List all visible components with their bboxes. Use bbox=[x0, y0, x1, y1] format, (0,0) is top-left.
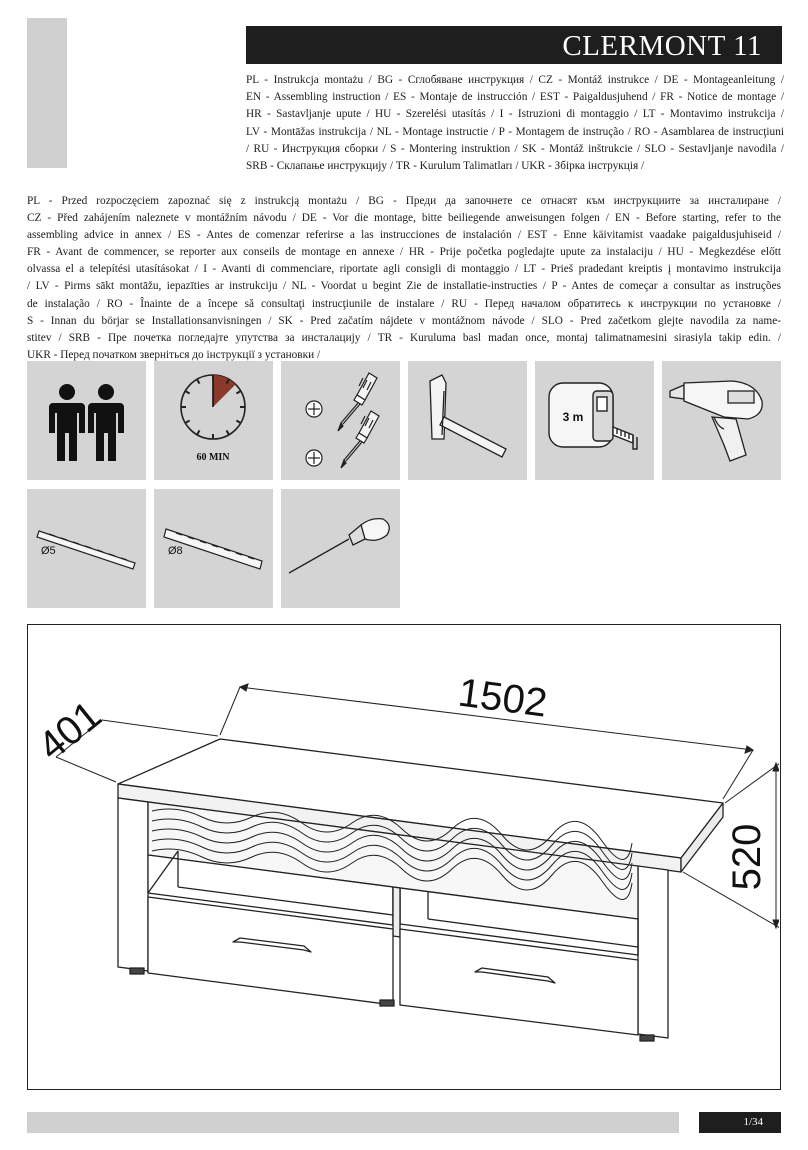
instruction-line: / RU - Инструкция сборки / S - Montering instruktion / SK - Montáž inštrukcie / SLO - Sestavljanje navodila / bbox=[246, 142, 784, 155]
power-drill-icon bbox=[662, 361, 781, 480]
awl-icon bbox=[281, 489, 400, 608]
footer-grey-bar bbox=[27, 1112, 679, 1133]
advice-line: olvassa el a telepítési utasításokat / I - Avanti di commenciare, riportate agli consigli di montaggio / LT - Prieš pradedant kreiptis į montavimo instrukcija bbox=[27, 263, 781, 276]
advice-line: / LV - Pirms sākt montāžu, iepazīties ar instrukciju / NL - Voordat u begint Zie de installatie-instructies / P - Antes de começar a consultar as instruções bbox=[27, 280, 781, 293]
hammer-tile bbox=[408, 361, 527, 480]
screwdrivers-tile bbox=[281, 361, 400, 480]
advice-line: stitev / SRB - Пре почетка погледајте упутства за инсталацију / TR - Kuruluma basl madan once, montaj talimatnamesini sirasiyla takip edin. / bbox=[27, 331, 781, 344]
tape-measure-icon bbox=[535, 361, 654, 480]
width-dimension: 1502 bbox=[455, 670, 550, 726]
page-number: 1/34 bbox=[699, 1112, 781, 1133]
depth-dimension: 401 bbox=[30, 692, 110, 769]
tape-label: 3 m bbox=[562, 410, 584, 424]
instruction-line: SRB - Склапање инструкцију / TR - Kurulum Talimatları / UKR - Збірка інструкція / bbox=[246, 160, 645, 173]
drill-bit-size-label: Ø5 bbox=[41, 545, 56, 557]
advice-line: CZ - Před zahájením naleznete v montážním návodu / DE - Vor die montage, bitte beiliegende anweisungen folgen / EN - Before starting, refer to the bbox=[27, 212, 781, 225]
instruction-line: HR - Sastavljanje upute / HU - Szerelési utasítás / I - Istruzioni di montaggio / LT - Montavimo instrukcija / bbox=[246, 108, 784, 121]
drill-bit-icon bbox=[27, 489, 146, 608]
drill-bit-icon bbox=[154, 489, 273, 608]
assembly-advice bbox=[27, 193, 781, 364]
instruction-line: PL - Instrukcja montażu / BG - Сглобяване инструкция / CZ - Montáž instrukce / DE - Montageanleitung / bbox=[246, 74, 784, 86]
awl-tile bbox=[281, 489, 400, 608]
advice-line: assembling advice in annex / ES - Antes de comenzar referirse a las instrucciones de instalación / EST - Enne käivitamist vaadake paigaldusjuhiseid / bbox=[27, 229, 781, 242]
clock-icon bbox=[154, 361, 273, 480]
height-dimension: 520 bbox=[725, 823, 769, 891]
advice-line: UKR - Перед початком зверніться до інструкції з установки / bbox=[27, 348, 321, 361]
screwdrivers-icon bbox=[281, 361, 400, 480]
advice-line: PL - Przed rozpoczęciem zapoznać się z instrukcją montażu / BG - Преди да започнете се отнасят към инструкциите за инсталиране / bbox=[27, 195, 781, 207]
two-persons-tile bbox=[27, 361, 146, 480]
instruction-line: LV - Montāžas instrukcija / NL - Montage instructie / P - Montagem de instrução / RO - Asamblarea de instrucţiuni bbox=[246, 125, 784, 138]
power-drill-tile bbox=[662, 361, 781, 480]
tape-measure-tile bbox=[535, 361, 654, 480]
hammer-icon bbox=[408, 361, 527, 480]
advice-line: FR - Avant de commencer, se reporter aux conseils de montage en annexe / HR - Prije početka pogledajte upute za instalaciju / HU - Megkezdése előtt bbox=[27, 246, 781, 259]
drill-bit-5-tile bbox=[27, 489, 146, 608]
tv-cabinet-drawing bbox=[28, 625, 779, 1088]
product-title: CLERMONT 11 bbox=[246, 26, 782, 64]
instruction-languages bbox=[246, 72, 784, 175]
two-persons-icon bbox=[27, 361, 146, 480]
header-grey-bar bbox=[27, 18, 67, 168]
dimension-drawing-frame bbox=[27, 624, 781, 1090]
instruction-line: EN - Assembling instruction / ES - Montaje de instrucción / EST - Paigaldusjuhend / FR - Notice de montage / bbox=[246, 91, 784, 104]
advice-line: S - Innan du börjar se Installationsanvisningen / SK - Pred začatím nájdete v montážnom návode / SLO - Pred začetkom glejte navodila za name- bbox=[27, 314, 781, 327]
time-tile bbox=[154, 361, 273, 480]
advice-line: de instalação / RO - Înainte de a începe să consultaţi instrucţiunile de instalare / RU - Перед началом обратитесь к инструкции по установке / bbox=[27, 297, 781, 310]
drill-bit-size-label: Ø8 bbox=[168, 545, 183, 557]
drill-bit-8-tile bbox=[154, 489, 273, 608]
time-label: 60 MIN bbox=[196, 452, 230, 463]
